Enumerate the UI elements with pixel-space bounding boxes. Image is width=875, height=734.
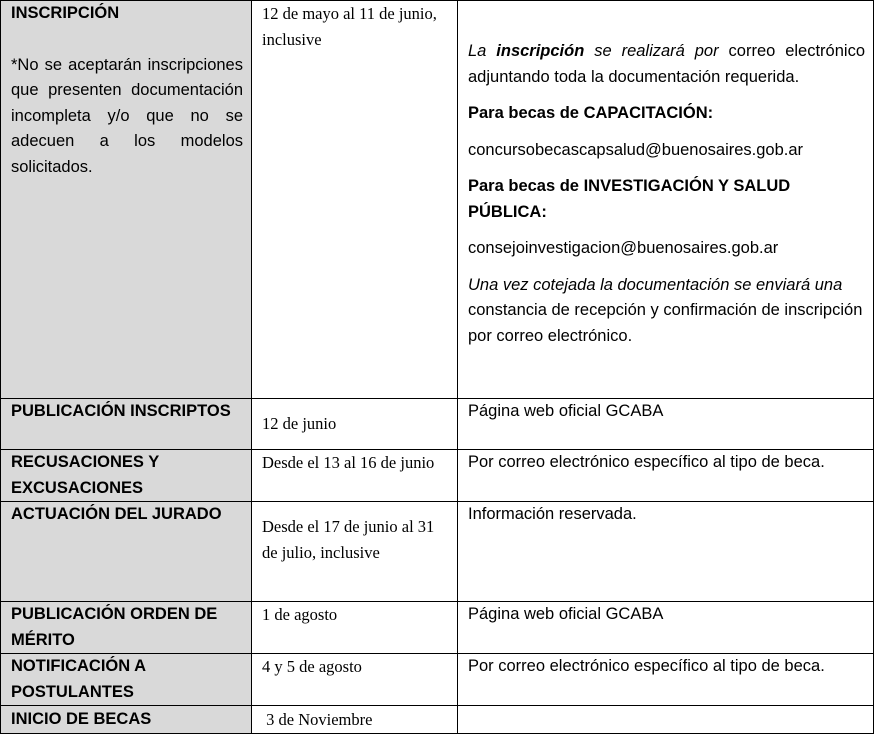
row-date: 3 de Noviembre: [252, 706, 458, 734]
inscripcion-method: La inscripción se realizará por correo electrónico adjuntando toda la documentación requerida.: [468, 42, 866, 86]
row-info: [458, 706, 874, 734]
table-row: [1, 1, 874, 399]
row-info: [458, 1, 874, 399]
row-info: Por correo electrónico específico al tipo de beca.: [458, 450, 874, 502]
row-date: Desde el 17 de junio al 31 de julio, inclusive: [252, 502, 458, 602]
row-label: NOTIFICACIÓN A POSTULANTES: [1, 654, 252, 706]
row-info: Información reservada.: [458, 502, 874, 602]
table-row: [1, 706, 874, 734]
row-info: Página web oficial GCABA: [458, 399, 874, 450]
confirmation-note: Una vez cotejada la documentación se enviará una constancia de recepción y confirmación de inscripción por correo electrónico.: [468, 275, 863, 345]
row-label: RECUSACIONES Y EXCUSACIONES: [1, 450, 252, 502]
table-row: [1, 450, 874, 502]
table-row: [1, 654, 874, 706]
inscripcion-note: *No se aceptarán inscripciones que presenten documentación incompleta y/o que no se adecuen a los modelos solicitados.: [11, 55, 243, 176]
row-label: INSCRIPCIÓN: [11, 4, 120, 22]
row-date: 1 de agosto: [252, 602, 458, 654]
table-row: [1, 502, 874, 602]
row-label: PUBLICACIÓN ORDEN DE MÉRITO: [1, 602, 252, 654]
row-date: Desde el 13 al 16 de junio: [252, 450, 458, 502]
row-date: 4 y 5 de agosto: [252, 654, 458, 706]
row-date: 12 de junio: [252, 399, 458, 450]
row-label: PUBLICACIÓN INSCRIPTOS: [1, 399, 252, 450]
capacitacion-email: concursobecascapsalud@buenosaires.gob.ar: [468, 140, 804, 159]
row-date: 12 de mayo al 11 de junio, inclusive: [252, 1, 458, 399]
investigacion-heading: Para becas de INVESTIGACIÓN Y SALUD PÚBLICA:: [468, 177, 791, 221]
capacitacion-heading: Para becas de CAPACITACIÓN:: [468, 104, 714, 122]
investigacion-email: consejoinvestigacion@buenosaires.gob.ar: [468, 239, 779, 257]
row-label: ACTUACIÓN DEL JURADO: [1, 502, 252, 602]
row-label: INICIO DE BECAS: [1, 706, 252, 734]
row-info: Página web oficial GCABA: [458, 602, 874, 654]
row-label-cell: [1, 1, 252, 399]
row-info: Por correo electrónico específico al tipo de beca.: [458, 654, 874, 706]
table-row: [1, 602, 874, 654]
table-row: [1, 399, 874, 450]
